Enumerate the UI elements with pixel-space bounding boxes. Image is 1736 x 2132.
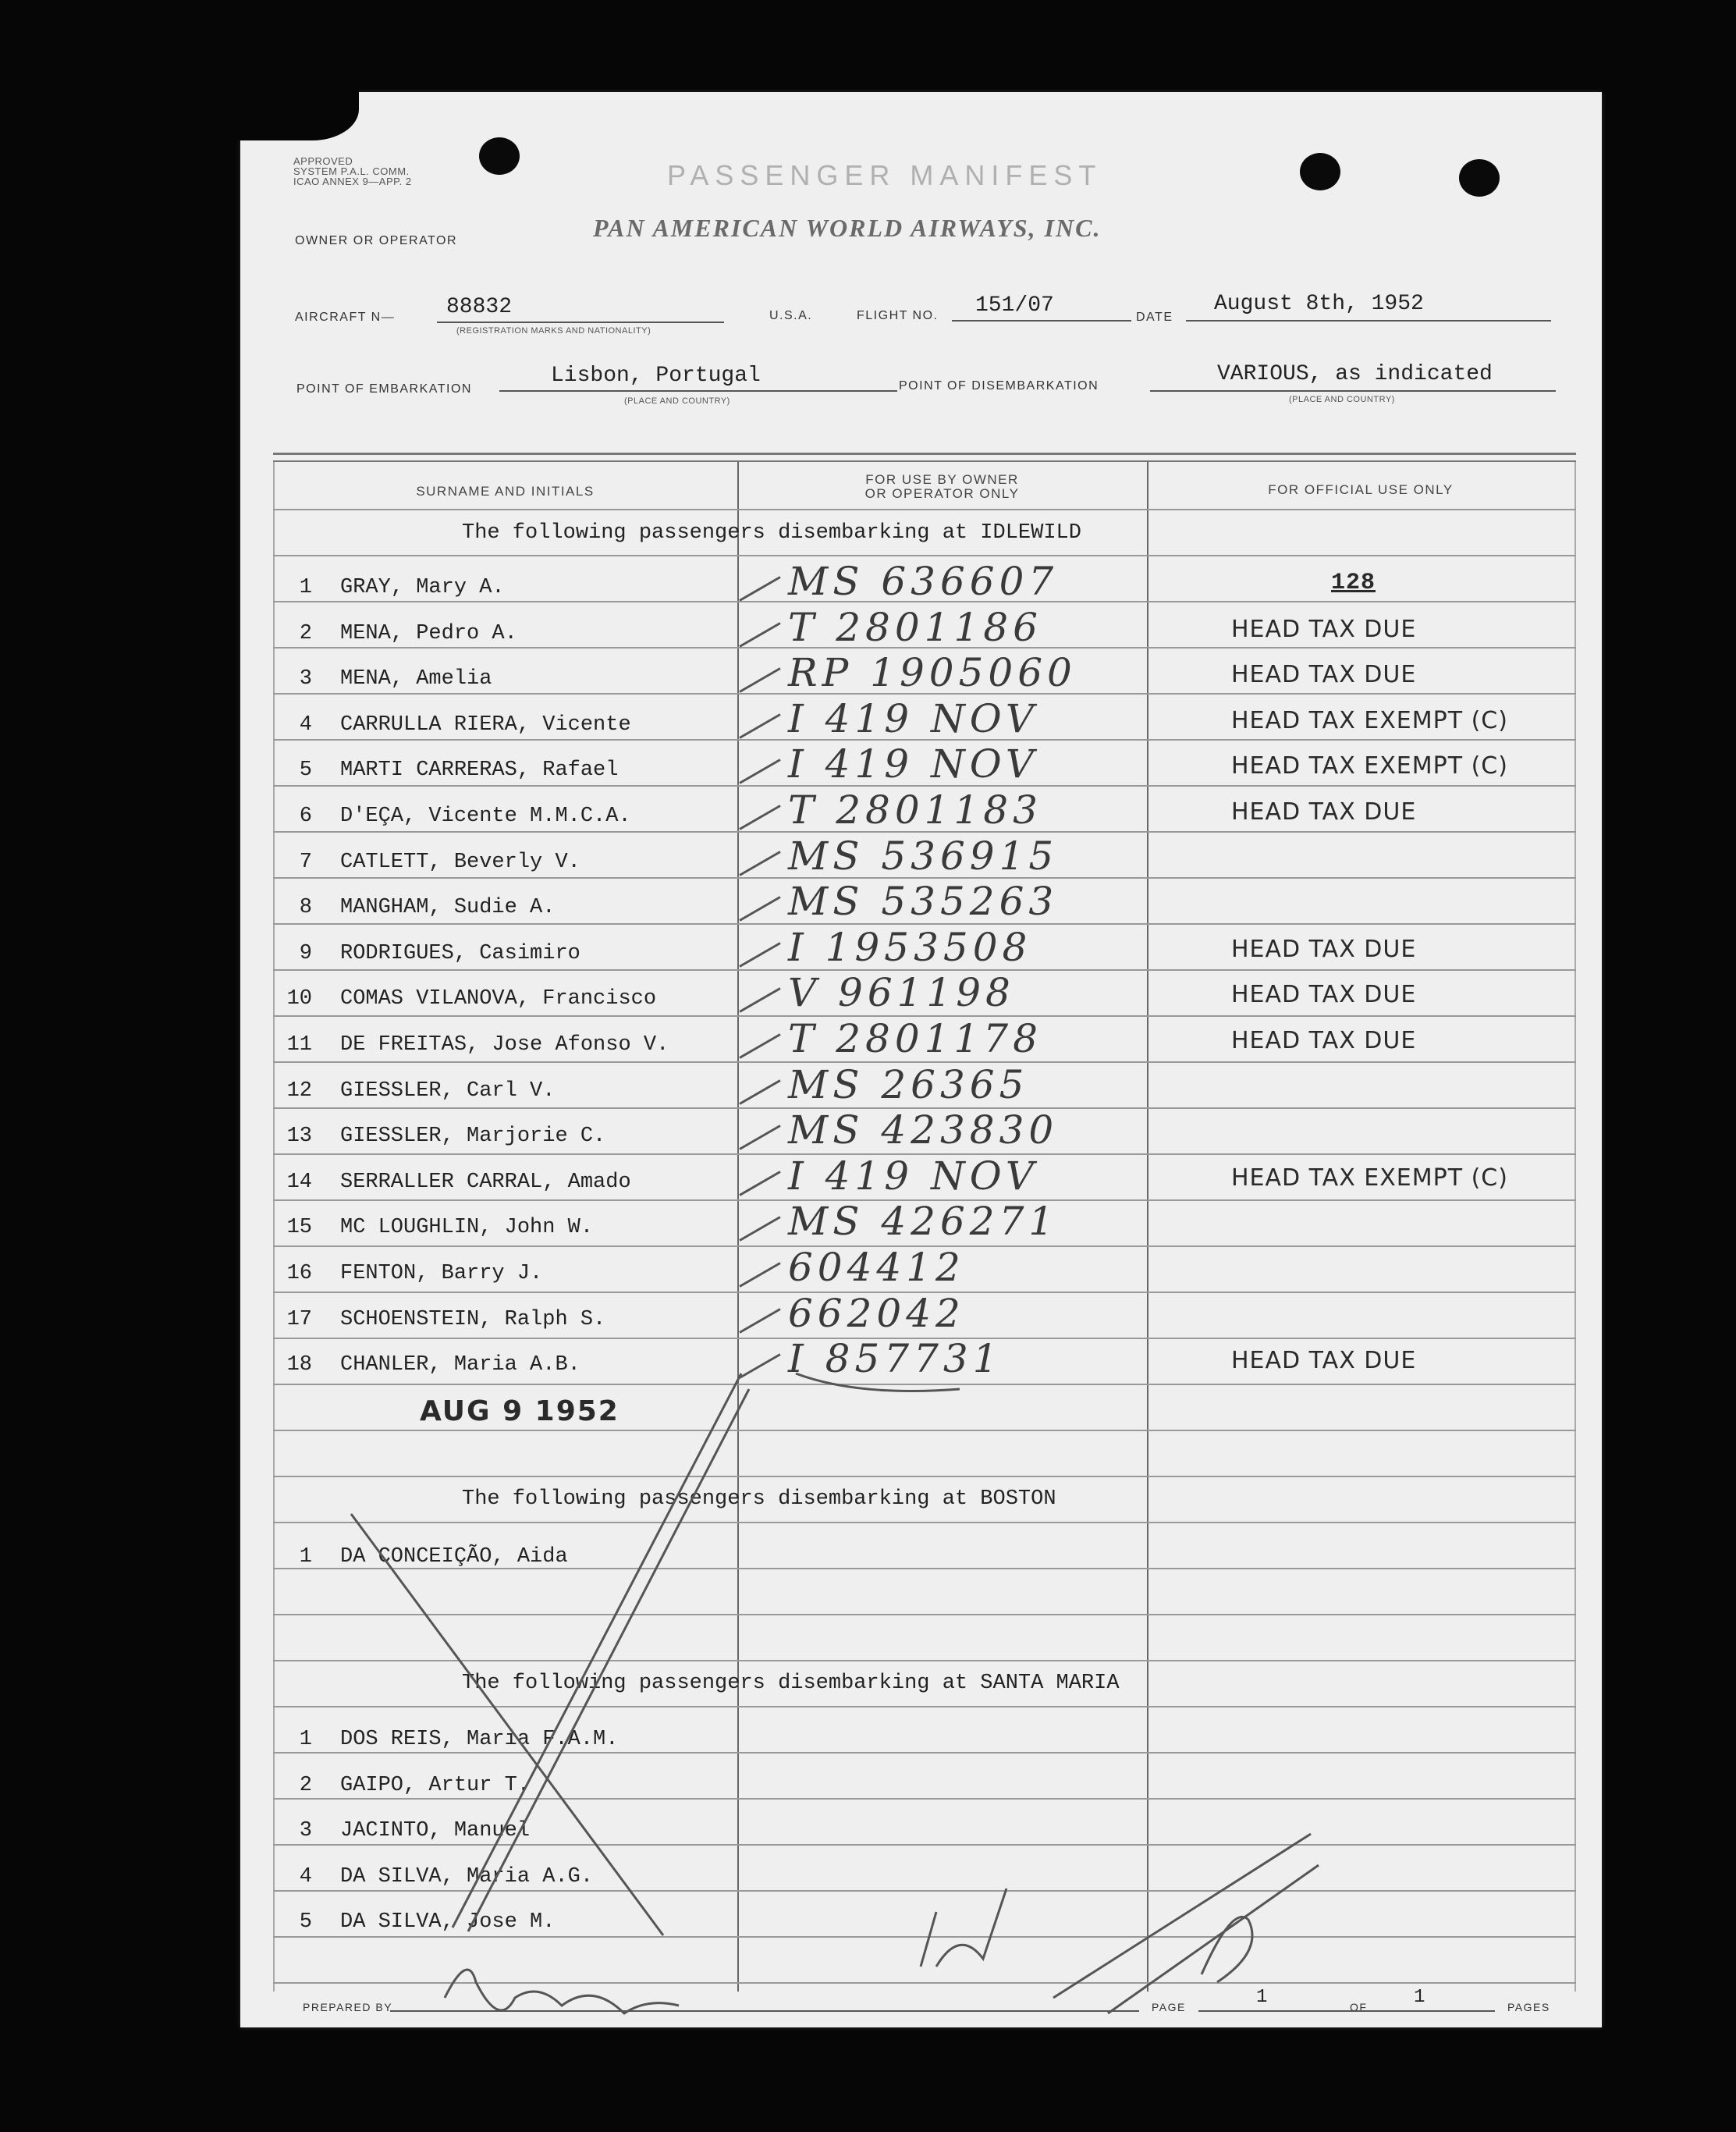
passenger-name: GIESSLER, Marjorie C. (340, 1125, 606, 1148)
head-tax-status: HEAD TAX DUE (1231, 616, 1417, 643)
disembark-value: VARIOUS, as indicated (1217, 362, 1493, 386)
row-number: 2 (299, 1774, 312, 1797)
flight-label: FLIGHT NO. (857, 309, 939, 322)
row-number: 2 (299, 622, 312, 645)
col-owner-line: FOR USE BY OWNER (865, 472, 1019, 487)
row-number: 17 (286, 1308, 312, 1331)
head-tax-status: HEAD TAX DUE (1231, 1027, 1417, 1054)
signature-stroke (1108, 1865, 1319, 2013)
document-number: MS 535263 (788, 879, 1059, 924)
prepared-by-label: PREPARED BY (303, 2001, 393, 2013)
prepared-signature-stroke (445, 1970, 679, 2013)
place-note: (PLACE AND COUNTRY) (1289, 395, 1395, 404)
row-number: 1 (299, 576, 312, 599)
col-owner-line: OR OPERATOR ONLY (864, 486, 1020, 501)
passenger-name: MENA, Pedro A. (340, 622, 517, 645)
row-number: 4 (299, 713, 312, 737)
approval-line: ICAO ANNEX 9—APP. 2 (293, 176, 412, 187)
registration-note: (REGISTRATION MARKS AND NATIONALITY) (456, 326, 651, 336)
row-number: 1 (299, 1545, 312, 1569)
row-number: 1 (299, 1728, 312, 1751)
row-number: 9 (299, 942, 312, 965)
row-number: 6 (299, 805, 312, 828)
aircraft-label: AIRCRAFT N— (295, 311, 396, 324)
passenger-name: MC LOUGHLIN, John W. (340, 1216, 594, 1239)
passenger-name: SERRALLER CARRAL, Amado (340, 1171, 631, 1194)
document-number: MS 636607 (788, 559, 1059, 604)
document-number: I 419 NOV (788, 741, 1038, 787)
document-number: MS 26365 (788, 1062, 1029, 1107)
row-number: 3 (299, 667, 312, 691)
section-boston: The following passengers disembarking at BOSTON (462, 1487, 1056, 1511)
passenger-name: MANGHAM, Sudie A. (340, 896, 556, 919)
place-note: (PLACE AND COUNTRY) (624, 396, 730, 406)
head-tax-status: HEAD TAX DUE (1231, 661, 1417, 688)
page-label: PAGE (1152, 2001, 1186, 2013)
document-number: T 2801186 (788, 605, 1042, 650)
passenger-name: D'EÇA, Vicente M.M.C.A. (340, 805, 631, 828)
signature-stroke (1202, 1917, 1252, 1982)
date-label: DATE (1136, 311, 1173, 324)
document-number: V 961198 (788, 970, 1015, 1015)
passenger-name: MARTI CARRERAS, Rafael (340, 759, 619, 782)
passenger-name: DA SILVA, Maria A.G. (340, 1865, 594, 1889)
initials-stroke (921, 1889, 1006, 1967)
head-tax-status: HEAD TAX DUE (1231, 1347, 1417, 1374)
usa-label: U.S.A. (769, 309, 813, 322)
row-number: 15 (286, 1216, 312, 1239)
document-number: I 419 NOV (788, 1153, 1038, 1199)
document-number: I 1953508 (788, 925, 1032, 970)
head-tax-status: HEAD TAX EXEMPT (C) (1231, 707, 1508, 734)
approval-line: APPROVED (293, 155, 353, 167)
document-number: MS 423830 (788, 1107, 1059, 1153)
signature-stroke (1053, 1834, 1311, 1998)
official-count: 128 (1331, 570, 1376, 596)
document-number: RP 1905060 (788, 650, 1077, 695)
row-number: 4 (299, 1865, 312, 1889)
document-number: I 419 NOV (788, 696, 1038, 741)
passenger-name: SCHOENSTEIN, Ralph S. (340, 1308, 606, 1331)
col-surname-header: SURNAME AND INITIALS (416, 484, 595, 499)
section-idlewild: The following passengers disembarking at IDLEWILD (462, 521, 1081, 545)
passenger-name: RODRIGUES, Casimiro (340, 942, 580, 965)
of-value: 1 (1414, 1987, 1425, 2008)
embark-value: Lisbon, Portugal (551, 364, 761, 388)
head-tax-status: HEAD TAX DUE (1231, 798, 1417, 826)
row-number: 3 (299, 1819, 312, 1842)
passenger-name: GRAY, Mary A. (340, 576, 505, 599)
row-number: 5 (299, 759, 312, 782)
cross-stroke (351, 1514, 663, 1935)
cross-stroke (468, 1389, 749, 1931)
passenger-name: GIESSLER, Carl V. (340, 1079, 556, 1103)
date-value: August 8th, 1952 (1214, 292, 1424, 316)
document-number: 604412 (788, 1245, 965, 1290)
passenger-name: CATLETT, Beverly V. (340, 851, 580, 874)
passenger-name: DA SILVA, Jose M. (340, 1910, 556, 1934)
passenger-name: GAIPO, Artur T. (340, 1774, 531, 1797)
document-number: I 857731 (788, 1336, 1003, 1381)
document-number: MS 426271 (788, 1199, 1059, 1244)
passenger-name: MENA, Amelia (340, 667, 492, 691)
pages-label: PAGES (1507, 2001, 1550, 2013)
row-number: 10 (286, 987, 312, 1011)
passenger-name: DE FREITAS, Jose Afonso V. (340, 1033, 669, 1057)
passenger-name: JACINTO, Manuel (340, 1819, 531, 1842)
approval-line: SYSTEM P.A.L. COMM. (293, 165, 410, 177)
passenger-name: DA CONCEIÇÃO, Aida (340, 1545, 568, 1569)
row-number: 11 (286, 1033, 312, 1057)
section-santa-maria: The following passengers disembarking at SANTA MARIA (462, 1672, 1120, 1695)
row-number: 16 (286, 1262, 312, 1285)
embark-label: POINT OF EMBARKATION (296, 382, 472, 396)
company-name: PAN AMERICAN WORLD AIRWAYS, INC. (593, 214, 1102, 242)
head-tax-status: HEAD TAX EXEMPT (C) (1231, 752, 1508, 780)
passenger-name: FENTON, Barry J. (340, 1262, 543, 1285)
flight-value: 151/07 (975, 293, 1054, 318)
passenger-name: DOS REIS, Maria F.A.M. (340, 1728, 619, 1751)
aircraft-value: 88832 (446, 295, 513, 319)
page-value: 1 (1256, 1987, 1268, 2008)
row-number: 5 (299, 1910, 312, 1934)
row-number: 13 (286, 1125, 312, 1148)
check-stroke (796, 1373, 960, 1391)
row-number: 12 (286, 1079, 312, 1103)
col-official-header: FOR OFFICIAL USE ONLY (1268, 482, 1454, 497)
head-tax-status: HEAD TAX EXEMPT (C) (1231, 1164, 1508, 1192)
passenger-name: COMAS VILANOVA, Francisco (340, 987, 657, 1011)
document-number: MS 536915 (788, 833, 1059, 879)
row-number: 14 (286, 1171, 312, 1194)
document-number: T 2801183 (788, 787, 1042, 833)
form-title: PASSENGER MANIFEST (667, 159, 1102, 191)
document-number: T 2801178 (788, 1016, 1042, 1061)
head-tax-status: HEAD TAX DUE (1231, 936, 1417, 963)
passenger-name: CARRULLA RIERA, Vicente (340, 713, 631, 737)
passenger-name: CHANLER, Maria A.B. (340, 1353, 580, 1377)
row-number: 7 (299, 851, 312, 874)
disembark-label: POINT OF DISEMBARKATION (899, 379, 1099, 393)
head-tax-status: HEAD TAX DUE (1231, 981, 1417, 1008)
owner-label: OWNER OR OPERATOR (295, 234, 458, 247)
row-number: 8 (299, 896, 312, 919)
row-number: 18 (286, 1353, 312, 1377)
document-number: 662042 (788, 1291, 965, 1336)
of-label: OF (1350, 2001, 1368, 2013)
date-stamp: AUG 9 1952 (420, 1395, 619, 1427)
